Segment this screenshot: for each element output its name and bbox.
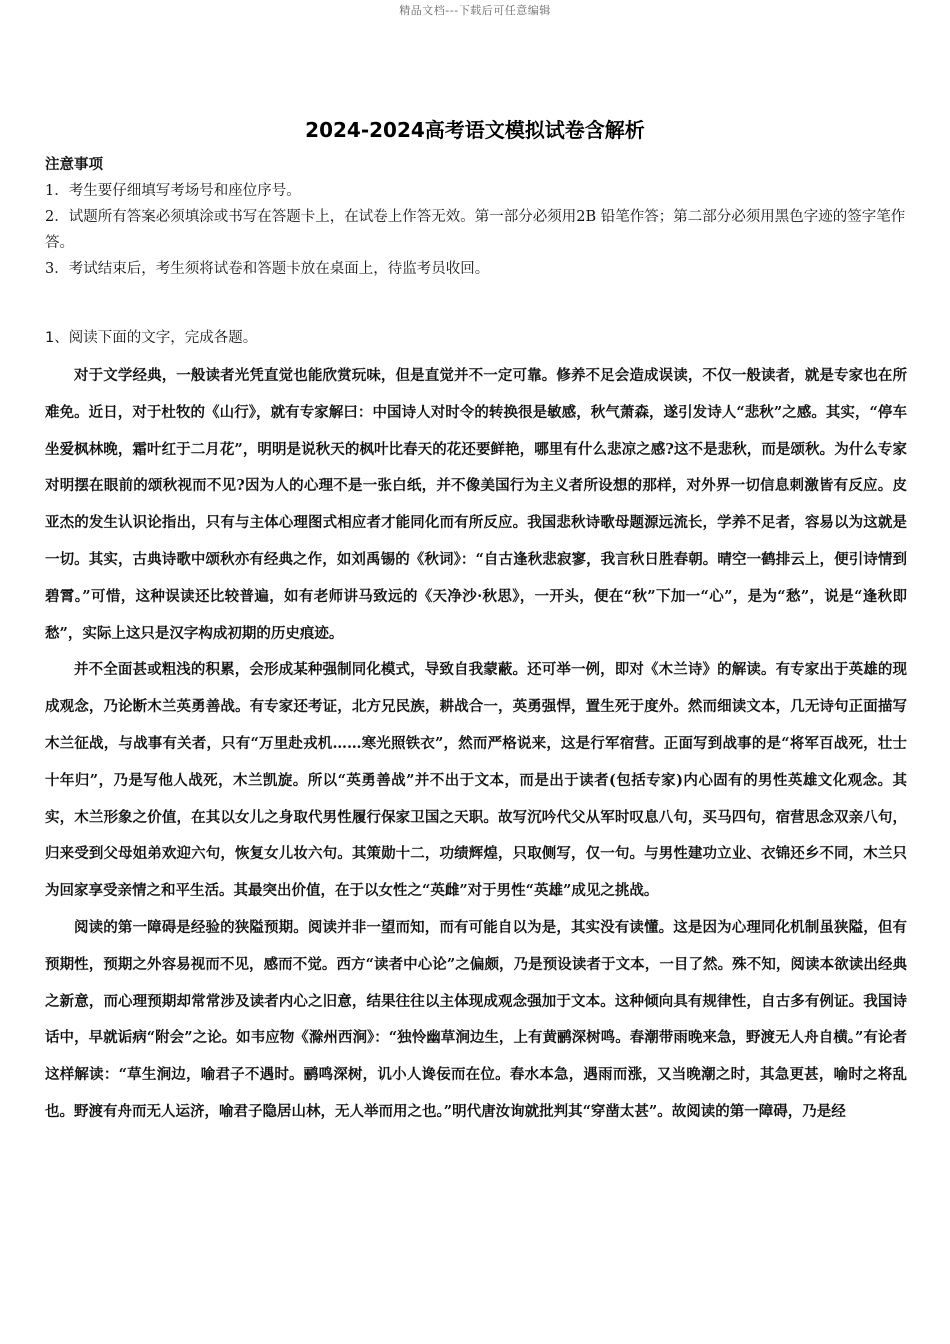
document-title: 2024-2024高考语文模拟试卷含解析 (305, 118, 645, 142)
question-prompt: 1、阅读下面的文字，完成各题。 (45, 330, 258, 346)
notice-heading: 注意事项 (45, 157, 103, 173)
notice-section (45, 152, 907, 282)
notice-item: 1．考生要仔细填写考场号和座位序号。 (45, 183, 301, 199)
passage-paragraph: 阅读的第一障碍是经验的狭隘预期。阅读并非一望而知，而有可能自以为是，其实没有读懂。这是因为心理同化机制虽狭隘，但有预期性，预期之外容易视而不见，感而不觉。西方“读者中心论”之偏颇，乃是预设读者于文本，一目了然。殊不知，阅读本欲读出经典之新意，而心理预期却常常涉及读者内心之旧意，结果往往以主体现成观念强加于文本。这种倾向具有规律性，自古多有例证。我国诗话中，早就诟病“附会”之论。如韦应物《滁州西涧》：“独怜幽草涧边生，上有黄鹂深树鸣。春潮带雨晚来急，野渡无人舟自横。”有论者这样解读：“草生涧边，喻君子不遇时。鹂鸣深树，讥小人谗佞而在位。春水本急，遇雨而涨，又当晚潮之时，其急更甚，喻时之将乱也。野渡有舟而无人运济，喻君子隐居山林，无人举而用之也。”明代唐汝询就批判其“穿凿太甚”。故阅读的第一障碍，乃是经 (45, 918, 907, 1120)
reading-passage (45, 358, 907, 1131)
passage-paragraph: 对于文学经典，一般读者光凭直觉也能欣赏玩味，但是直觉并不一定可靠。修养不足会造成误读，不仅一般读者，就是专家也在所难免。近日，对于杜牧的《山行》，就有专家解曰：中国诗人对时令的转换很是敏感，秋气萧森，遂引发诗人“悲秋”之感。其实，“停车坐爱枫林晚，霜叶红于二月花”，明明是说秋天的枫叶比春天的花还要鲜艳，哪里有什么悲凉之感?这不是悲秋，而是颂秋。为什么专家对明摆在眼前的颂秋视而不见?因为人的心理不是一张白纸，并不像美国行为主义者所设想的那样，对外界一切信息刺激皆有反应。皮亚杰的发生认识论指出，只有与主体心理图式相应者才能同化而有所反应。我国悲秋诗歌母题源远流长，学养不足者，容易以为这就是一切。其实，古典诗歌中颂秋亦有经典之作，如刘禹锡的《秋词》：“自古逢秋悲寂寥，我言秋日胜春朝。晴空一鹤排云上，便引诗情到碧霄。”可惜，这种误读还比较普遍，如有老师讲马致远的《天净沙·秋思》，一开头，便在“秋”下加一“心”，是为“愁”，说是“逢秋即愁”，实际上这只是汉字构成初期的历史痕迹。 (45, 367, 907, 642)
passage-paragraph: 并不全面甚或粗浅的积累，会形成某种强制同化模式，导致自我蒙蔽。还可举一例，即对《木兰诗》的解读。有专家出于英雄的现成观念，乃论断木兰英勇善战。有专家还考证，北方兄民族，耕战合一，英勇强悍，置生死于度外。然而细读文本，几无诗句正面描写木兰征战，与战事有关者，只有“万里赴戎机……寒光照铁衣”，然而严格说来，这是行军宿营。正面写到战事的是“将军百战死，壮士十年归”，乃是写他人战死，木兰凯旋。所以“英勇善战”并不出于文本，而是出于读者(包括专家)内心固有的男性英雄文化观念。其实，木兰形象之价值，在其以女儿之身取代男性履行保家卫国之天职。故写沉吟代父从军时叹息八句，买马四句，宿营思念双亲八句，归来受到父母姐弟欢迎六句，恢复女儿妆六句。其策勋十二，功绩辉煌，只取侧写，仅一句。与男性建功立业、衣锦还乡不同，木兰只为回家享受亲情之和平生活。其最突出价值，在于以女性之“英雌”对于男性“英雄”成见之挑战。 (45, 661, 907, 900)
header-watermark: 精品文档---下载后可任意编辑 (399, 4, 551, 17)
notice-item: 2．试题所有答案必须填涂或书写在答题卡上，在试卷上作答无效。第一部分必须用2B 铅笔作答；第二部分必须用黑色字迹的签字笔作答。 (45, 209, 906, 251)
notice-item: 3．考试结束后，考生须将试卷和答题卡放在桌面上，待监考员收回。 (45, 261, 490, 277)
